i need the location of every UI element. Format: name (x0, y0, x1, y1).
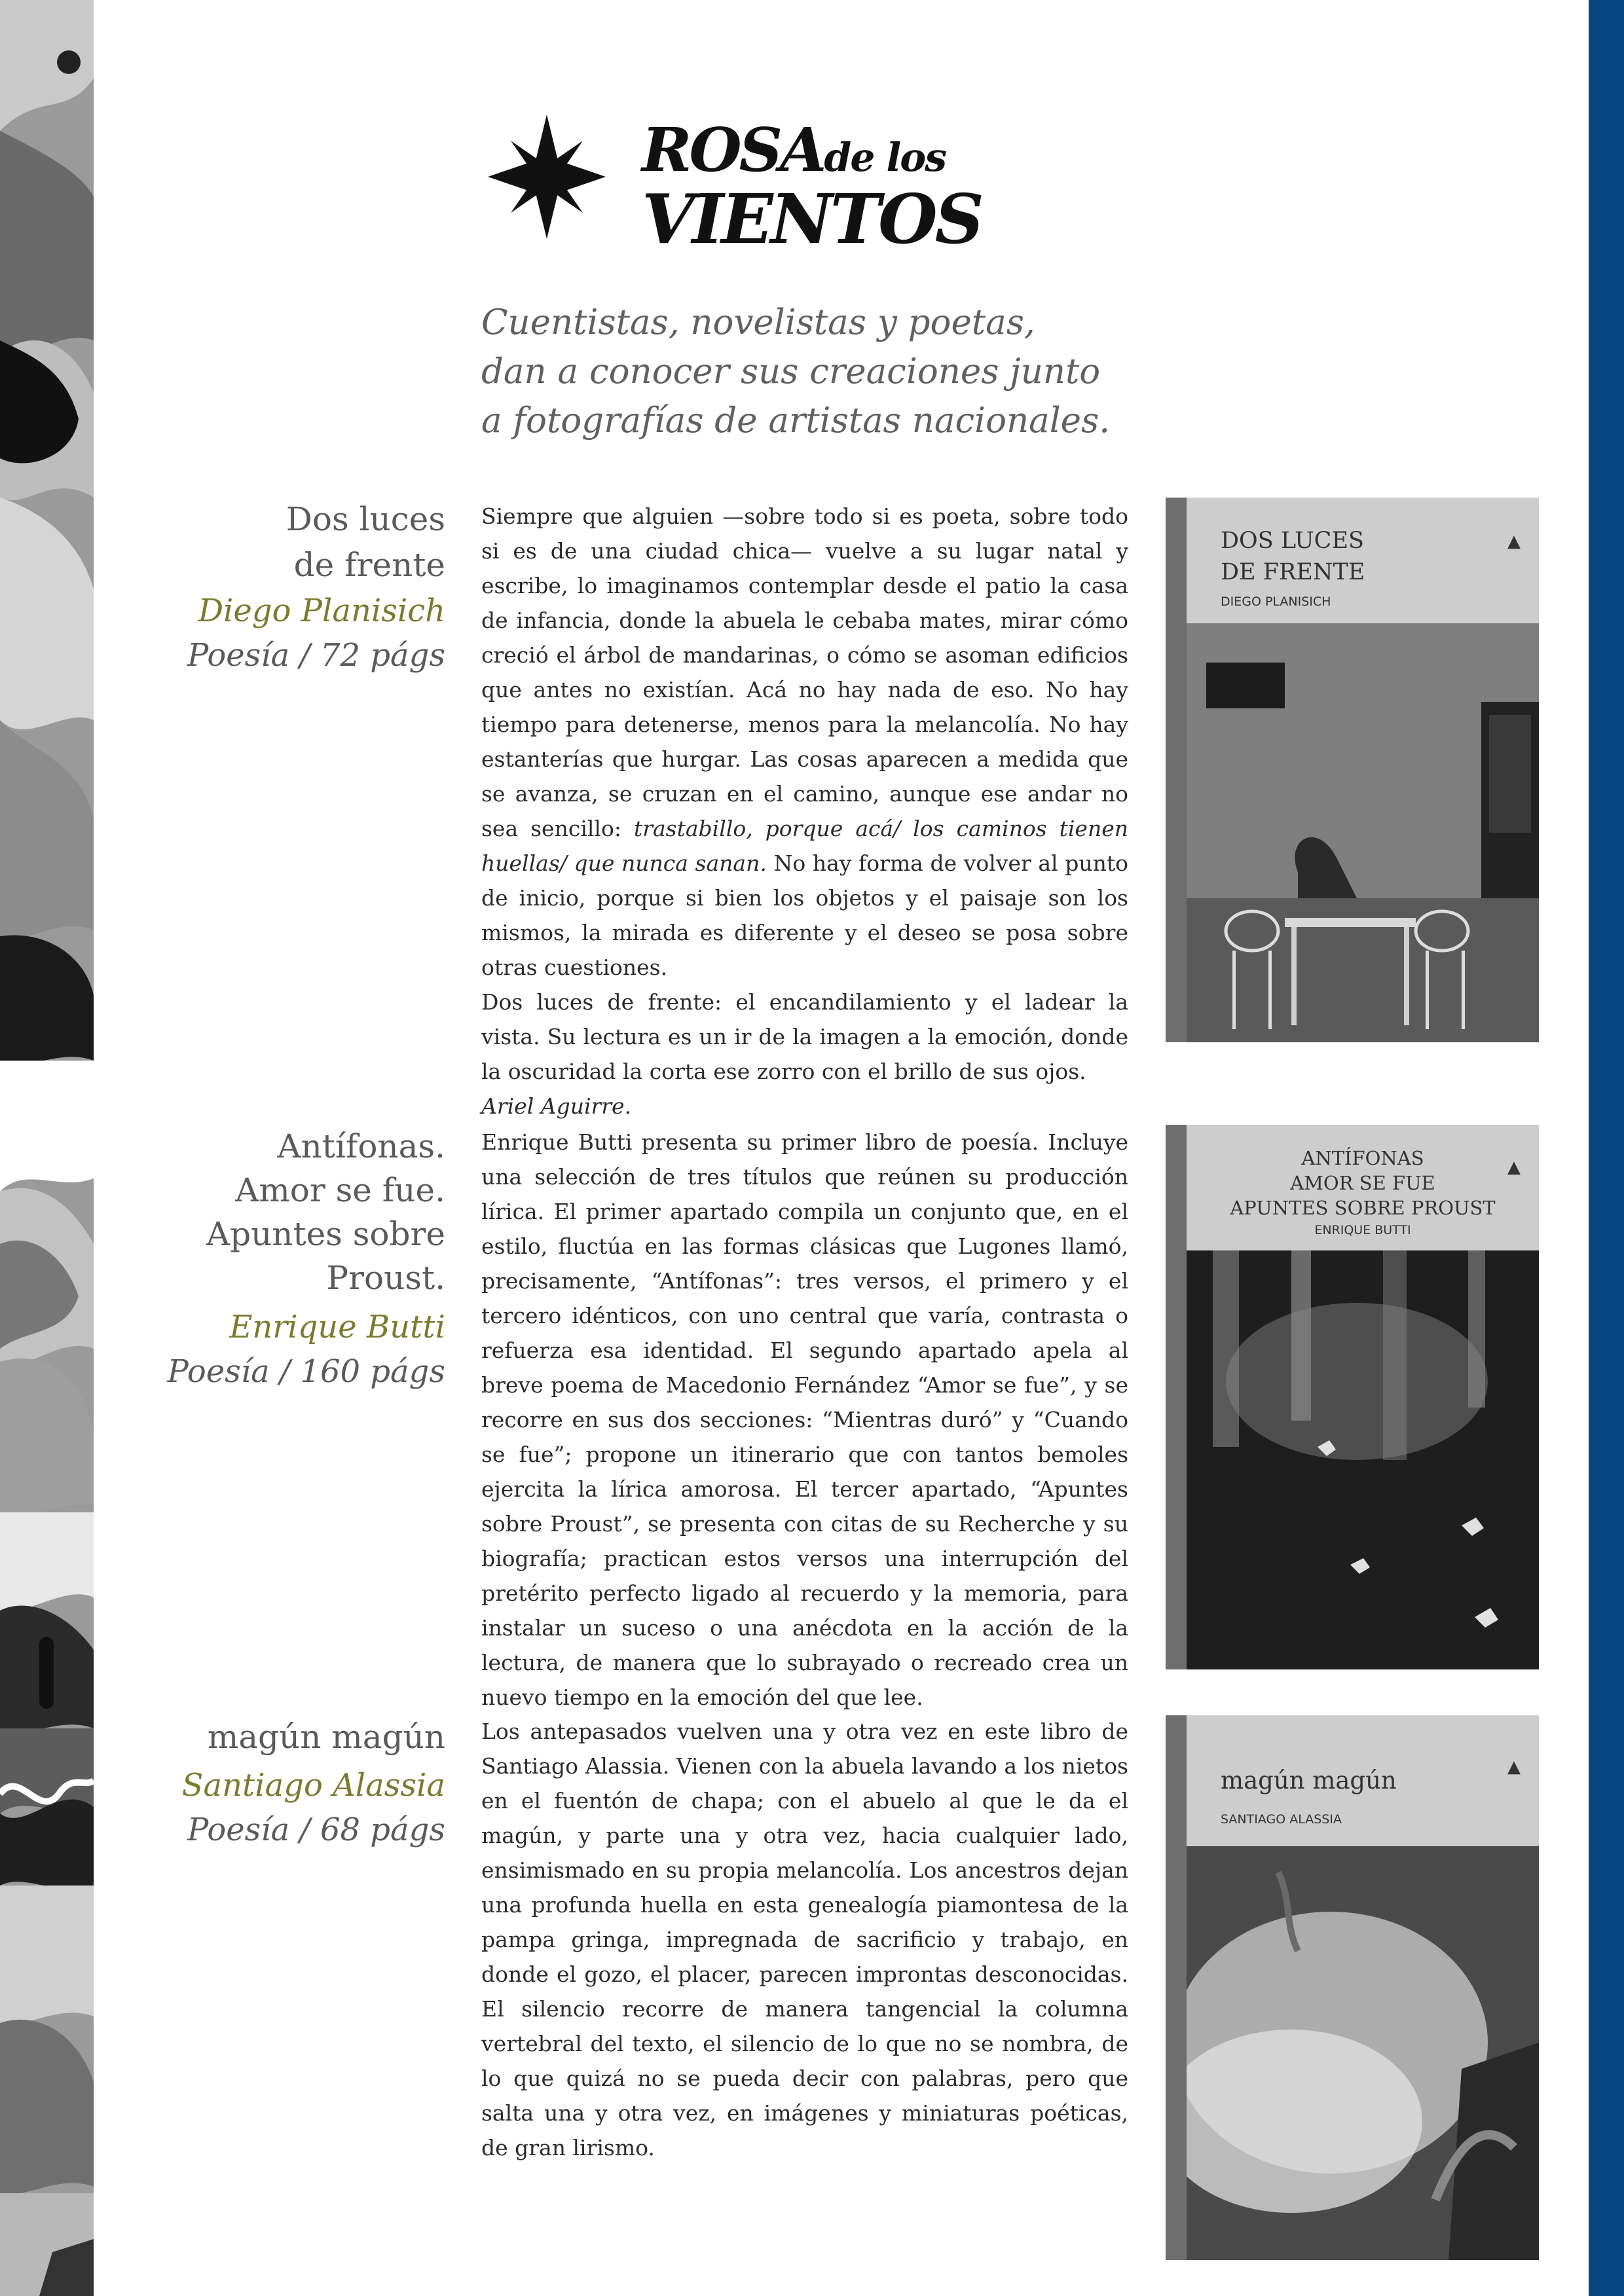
book-1-text (481, 499, 1128, 1123)
book-2-info: Poesía / 160 págs (167, 1353, 445, 1390)
publisher-mark-icon: ▲ (1507, 532, 1521, 551)
cover-title-line: magún magún (1221, 1766, 1397, 1795)
book-2-title-line: Apuntes sobre (206, 1215, 445, 1253)
page-subtitle (481, 298, 1169, 445)
book-2-title-line: Amor se fue. (235, 1171, 445, 1209)
book-1-title-line: Dos luces (286, 500, 445, 538)
publisher-mark-icon: ▲ (1507, 1757, 1521, 1777)
cover-photo-chairs-wall (1187, 623, 1539, 1042)
book-2-text (481, 1125, 1128, 1715)
logo-de-los: de los (824, 135, 946, 181)
book-1-text-part1: Siempre que alguien —sobre todo si es poeta, sobre todo si es de una ciudad chica— vuelve a su lugar natal y escribe, lo imaginamos contemplar desde el patio la casa de infancia, donde la abuela le cebaba mates, mirar cómo creció el árbol de mandarinas, o cómo se asoman edificios que antes no existían. Acá no hay nada de eso. No hay tiempo para detenerse, menos para la melancolía. No hay estanterías que hurgar. Las cosas aparecen a medida que se avanza, se cruzan en el camino, aunque ese andar no sea sencillo: (481, 503, 1128, 841)
cover-author: ENRIQUE BUTTI (1314, 1223, 1411, 1237)
cover-spine (1166, 498, 1187, 1042)
right-blue-bar (1589, 0, 1624, 2296)
book-1-cover (1166, 498, 1539, 1042)
subtitle-line-1: Cuentistas, novelistas y poetas, (481, 302, 1035, 342)
book-2-paragraph: Enrique Butti presenta su primer libro de poesía. Incluye una selección de tres títulos que reúnen su producción lírica. El primer apartado compila un conjunto que, en el estilo, fluctúa en las formas clásicas que Lugones llamó, precisamente, “Antífonas”: tres versos, el primero y el tercero idénticos, con uno central que varía, contrasta o refuerza esa identidad. El segundo apartado apela al breve poema de Macedonio Fernández “Amor se fue”, y se recorre en sus dos secciones: “Mientras duró” y “Cuando se fue”; propone un itinerario que con tantos bemoles ejercita la lírica amorosa. El tercer apartado, “Apuntes sobre Proust”, se presenta con citas de su Recherche y su biografía; practican estos versos una interrupción del pretérito perfecto ligado al recuerdo y la memoria, para instalar un suceso o una anécdota en la acción de la lectura, de manera que lo subrayado o recreado crea un nuevo tiempo en la emoción del que lee. (481, 1129, 1128, 1710)
book-2-meta (144, 1125, 445, 1393)
book-3-paragraph: Los antepasados vuelven una y otra vez en este libro de Santiago Alassia. Vienen con la abuela lavando a los nietos en el fuentón de chapa; con el abuelo al que le da el magún, y parte una y otra vez, hacia cualquier lado, ensimismado en su propia melancolía. Los ancestros dejan una profunda huella en esta genealogía piamontesa de la pampa gringa, impregnada de sacrificio y trabajo, en donde el gozo, el placer, parecen improntas desconocidas. El silencio recorre de manera tangencial la columna vertebral del texto, el silencio de lo que no se nombra, de lo que quizá no se pueda decir con palabras, pero que salta una y otra vez, en imágenes y miniaturas poéticas, de gran lirismo. (481, 1719, 1128, 2160)
book-1-text-part2: No hay forma de volver al punto de inicio, porque si bien los objetos y el paisaje son los mismos, la mirada es diferente y el deseo se posa sobre otras cuestiones. (481, 850, 1128, 980)
book-3-title (144, 1714, 445, 1760)
book-1-title (144, 496, 445, 588)
book-3-title-line: magún magún (207, 1718, 445, 1756)
cover-title-line: AMOR SE FUE (1290, 1172, 1435, 1194)
book-3-meta (144, 1714, 445, 1851)
book-1-text-quote: trastabillo, porque acá/ los caminos tienen huellas/ que nunca sanan. (481, 816, 1129, 876)
book-3-author: Santiago Alassia (181, 1767, 445, 1804)
book-2-author: Enrique Butti (229, 1309, 445, 1345)
cover-spine (1166, 1125, 1187, 1669)
cover-photo-water-leaves (1187, 1250, 1539, 1669)
cover-title-line: APUNTES SOBRE PROUST (1230, 1197, 1496, 1219)
publisher-logo (485, 115, 982, 259)
subtitle-line-2: dan a conocer sus creaciones junto (481, 352, 1101, 392)
decorative-collage-strip (0, 0, 94, 2296)
cover-author: SANTIAGO ALASSIA (1221, 1812, 1342, 1827)
compass-star-icon (485, 115, 609, 239)
cover-header (1187, 1715, 1539, 1846)
book-1-paragraph (481, 499, 1128, 985)
cover-spine (1166, 1715, 1187, 2260)
logo-wordmark (642, 115, 982, 259)
cover-title (1221, 1765, 1397, 1796)
book-1-meta (144, 496, 445, 677)
cover-header (1187, 1125, 1539, 1250)
cover-title-line: ANTÍFONAS (1301, 1147, 1424, 1169)
cover-title-line: DOS LUCES (1221, 528, 1364, 554)
cover-header (1187, 498, 1539, 623)
cover-title (1221, 525, 1365, 588)
cover-photo-steam-pot (1187, 1846, 1539, 2260)
book-3-info: Poesía / 68 págs (187, 1812, 445, 1848)
book-2-cover (1166, 1125, 1539, 1669)
book-3-text (481, 1714, 1128, 2165)
cover-title (1187, 1146, 1539, 1220)
cover-author: DIEGO PLANISICH (1221, 594, 1331, 609)
book-2-title-line: Antífonas. (277, 1127, 445, 1165)
logo-rosa: ROSA (642, 115, 824, 185)
book-1-paragraph-2: Dos luces de frente: el encandilamiento y el ladear la vista. Su lectura es un ir de la imagen a la emoción, donde la oscuridad la corta ese zorro con el brillo de sus ojos. (481, 989, 1128, 1084)
subtitle-line-3: a fotografías de artistas nacionales. (481, 401, 1111, 441)
book-1-title-line: de frente (293, 546, 445, 584)
book-1-author: Diego Planisich (198, 592, 445, 629)
book-1-signature: Ariel Aguirre. (481, 1093, 632, 1119)
book-1-info: Poesía / 72 págs (187, 637, 445, 674)
book-2-title (144, 1125, 445, 1300)
cover-title-line: DE FRENTE (1221, 559, 1365, 585)
book-2-title-line: Proust. (326, 1259, 445, 1297)
logo-vientos: VIENTOS (642, 179, 982, 259)
book-3-cover (1166, 1715, 1539, 2260)
publisher-mark-icon: ▲ (1507, 1157, 1521, 1177)
